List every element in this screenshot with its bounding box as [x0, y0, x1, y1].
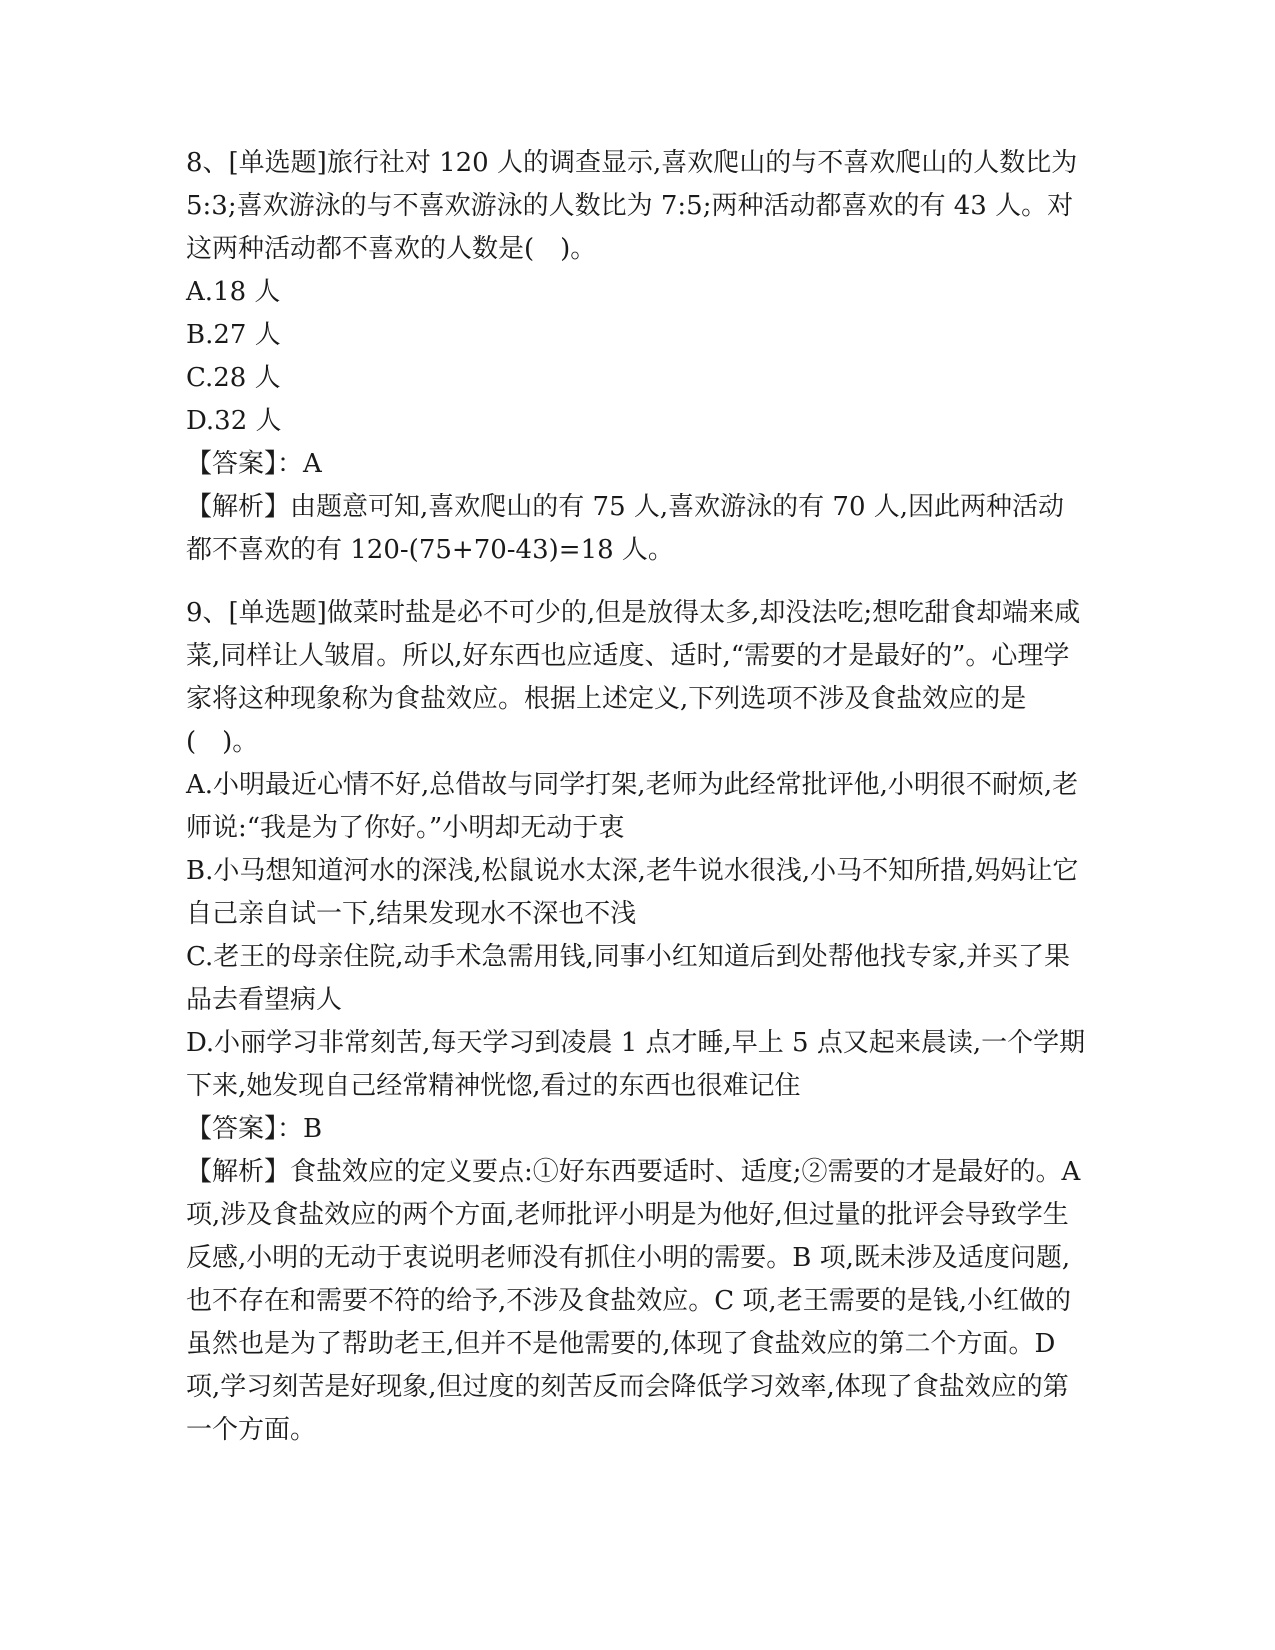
answer-label: 【答案】：: [186, 449, 304, 479]
document-content: [186, 142, 1086, 1452]
option-b: B.小马想知道河水的深浅,松鼠说水太深,老牛说水很浅,小马不知所措,妈妈让它自己亲自试一下,结果发现水不深也不浅: [186, 856, 1079, 929]
answer-line: [186, 1108, 1086, 1151]
question-stem: 9、[单选题]做菜时盐是必不可少的,但是放得太多,却没法吃;想吃甜食却端来咸菜,同样让人皱眉。所以,好东西也应适度、适时,“需要的才是最好的”。心理学家将这种现象称为食盐效应。根据上述定义,下列选项不涉及食盐效应的是( )。: [186, 598, 1081, 757]
analysis-label: 【解析】: [186, 1157, 291, 1187]
option-d: D.32 人: [186, 406, 282, 436]
question-8: [186, 142, 1086, 572]
option-b: B.27 人: [186, 320, 281, 350]
option-a: A.18 人: [186, 277, 281, 307]
answer-value: B: [303, 1114, 323, 1144]
answer-label: 【答案】：: [186, 1114, 304, 1144]
analysis-line: [186, 486, 1086, 572]
option-a: A.小明最近心情不好,总借故与同学打架,老师为此经常批评他,小明很不耐烦,老师说:“我是为了你好。”小明却无动于衷: [186, 770, 1079, 843]
option-c: C.老王的母亲住院,动手术急需用钱,同事小红知道后到处帮他找专家,并买了果品去看望病人: [186, 942, 1071, 1015]
answer-line: [186, 443, 1086, 486]
question-9: [186, 592, 1086, 1452]
analysis-text: 食盐效应的定义要点:①好东西要适时、适度;②需要的才是最好的。A 项,涉及食盐效应的两个方面,老师批评小明是为他好,但过量的批评会导致学生反感,小明的无动于衷说明老师没有抓住小明的需要。B 项,既未涉及适度问题,也不存在和需要不符的给予,不涉及食盐效应。C 项,老王需要的是钱,小红做的虽然也是为了帮助老王,但并不是他需要的,体现了食盐效应的第二个方面。D 项,学习刻苦是好现象,但过度的刻苦反而会降低学习效率,体现了食盐效应的第一个方面。: [186, 1157, 1081, 1445]
question-stem: 8、[单选题]旅行社对 120 人的调查显示,喜欢爬山的与不喜欢爬山的人数比为 5:3;喜欢游泳的与不喜欢游泳的人数比为 7:5;两种活动都喜欢的有 43 人。对这两种活动都不喜欢的人数是( )。: [186, 148, 1078, 264]
analysis-label: 【解析】: [186, 492, 291, 522]
option-c: C.28 人: [186, 363, 281, 393]
answer-value: A: [303, 449, 322, 479]
analysis-text: 由题意可知,喜欢爬山的有 75 人,喜欢游泳的有 70 人,因此两种活动都不喜欢的有 120-(75+70-43)=18 人。: [186, 492, 1065, 565]
option-d: D.小丽学习非常刻苦,每天学习到凌晨 1 点才睡,早上 5 点又起来晨读,一个学期下来,她发现自己经常精神恍惚,看过的东西也很难记住: [186, 1028, 1086, 1101]
analysis-line: [186, 1151, 1086, 1452]
